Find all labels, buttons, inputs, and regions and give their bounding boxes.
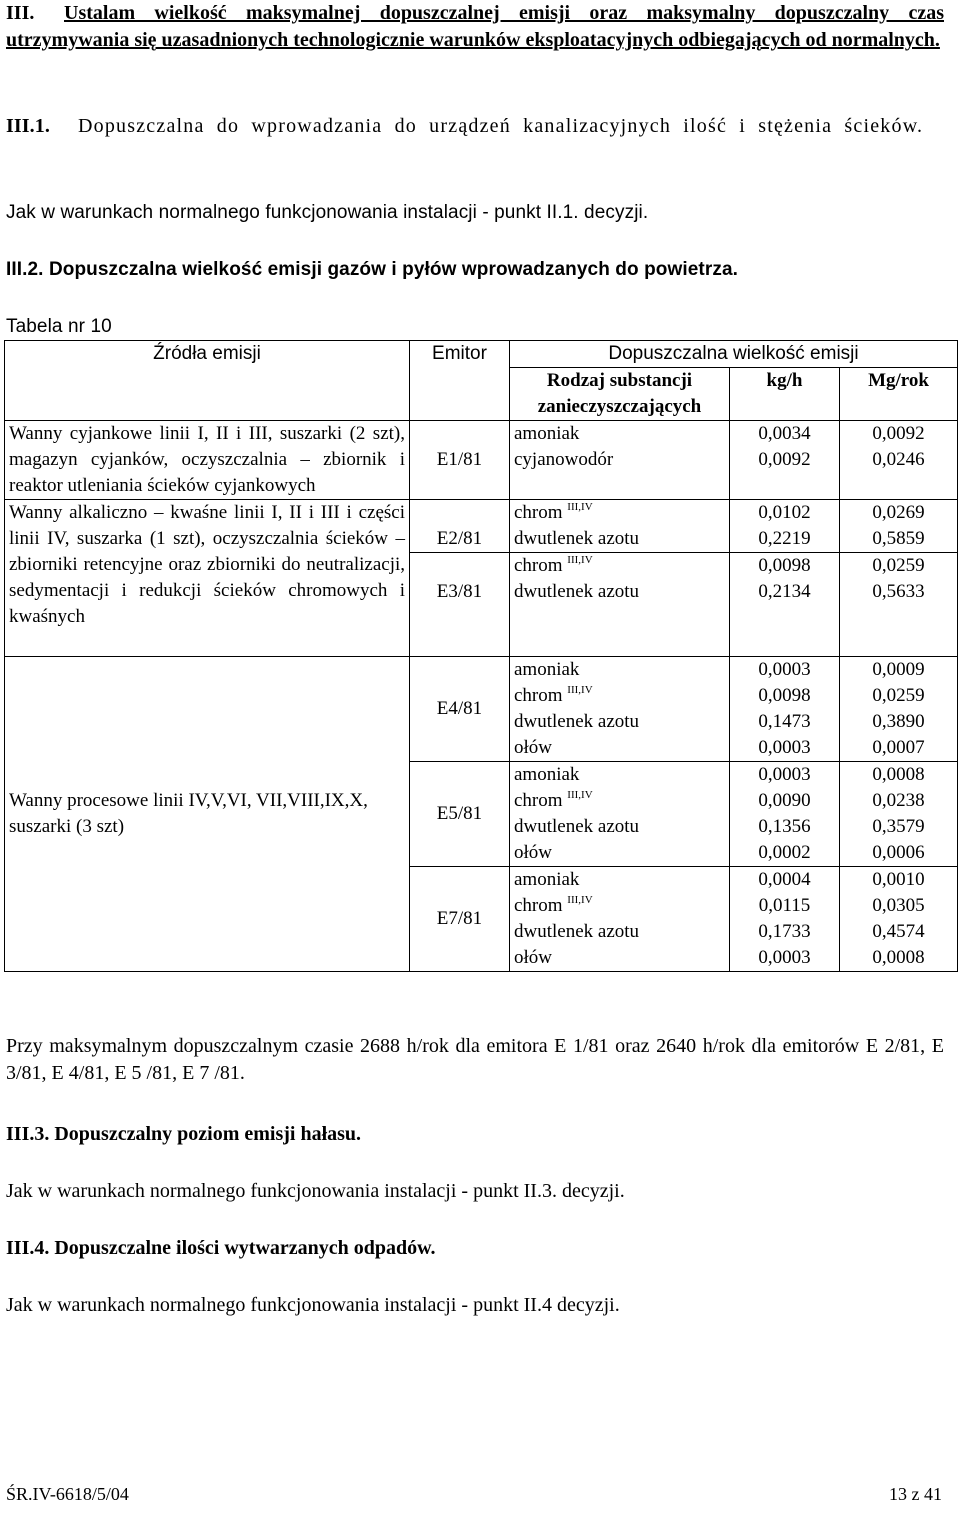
kgh-value: 0,1473: [758, 711, 811, 732]
header-emitter-cont: [410, 368, 510, 421]
substance-name: chrom: [514, 685, 563, 706]
substance-item: dwutlenek azotu: [514, 816, 640, 837]
table-row: [5, 421, 958, 500]
emitter-cell: [410, 421, 510, 500]
emitter-label: E3/81: [436, 581, 483, 602]
section-3-4-heading: [6, 1235, 944, 1262]
emitter-label: E5/81: [436, 803, 483, 824]
source-cell: Wanny cyjankowe linii I, II i III, suszarki (2 szt), magazyn cyjanków, oczyszczalnia – zbiornik i reaktor utleniania ścieków cyjankowych: [5, 421, 410, 500]
mgrok-value: 0,0008: [872, 764, 925, 785]
superscript: III,IV: [567, 789, 593, 801]
mgrok-value: 0,0246: [872, 449, 925, 470]
section-3-2-number: III.2.: [6, 259, 44, 280]
section-3-4-number: III.4.: [6, 1237, 50, 1259]
section-3-3-heading: [6, 1121, 944, 1148]
emitter-label: E4/81: [436, 698, 483, 719]
kgh-cell: [730, 500, 840, 553]
emitter-cell: [410, 500, 510, 553]
header-kgh: kg/h: [730, 368, 840, 421]
kgh-cell: [730, 421, 840, 500]
substance-name: chrom: [514, 790, 563, 811]
kgh-cell: [730, 657, 840, 762]
mgrok-cell: [840, 762, 958, 867]
mgrok-cell: [840, 657, 958, 762]
header-mgrok: Mg/rok: [840, 368, 958, 421]
substance-item: ołów: [514, 842, 552, 863]
kgh-value: 0,0115: [758, 895, 811, 916]
kgh-value: 0,1356: [758, 816, 811, 837]
mgrok-cell: [840, 500, 958, 553]
substance-name: chrom: [514, 895, 563, 916]
substance-item: [514, 788, 725, 814]
table-row: [5, 657, 958, 762]
superscript: III,IV: [567, 554, 593, 566]
section-3-2-title: Dopuszczalna wielkość emisji gazów i pyłów wprowadzanych do powietrza.: [48, 259, 738, 280]
kgh-value: 0,1733: [758, 921, 811, 942]
substance-item: amoniak: [514, 869, 580, 890]
mgrok-value: 0,0010: [872, 869, 925, 890]
kgh-value: 0,0034: [758, 423, 811, 444]
substance-name: chrom: [514, 502, 563, 523]
mgrok-value: 0,0006: [872, 842, 925, 863]
substance-item: amoniak: [514, 423, 580, 444]
source-cell: [5, 657, 410, 972]
substance-cell: [510, 500, 730, 553]
section-3-3-title: Dopuszczalny poziom emisji hałasu.: [54, 1123, 362, 1145]
superscript: III,IV: [567, 684, 593, 696]
mgrok-value: 0,0305: [872, 895, 925, 916]
kgh-value: 0,0003: [758, 659, 811, 680]
header-substance: Rodzaj substancji zanieczyszczających: [510, 368, 730, 421]
kgh-value: 0,2219: [758, 528, 811, 549]
kgh-value: 0,0002: [758, 842, 811, 863]
substance-name: chrom: [514, 555, 563, 576]
substance-item: [514, 500, 725, 526]
substance-cell: [510, 762, 730, 867]
substance-cell: [510, 421, 730, 500]
substance-item: ołów: [514, 737, 552, 758]
mgrok-value: 0,0092: [872, 423, 925, 444]
substance-cell: [510, 657, 730, 762]
section-3-heading: [6, 0, 944, 54]
mgrok-cell: [840, 553, 958, 657]
superscript: III,IV: [567, 894, 593, 906]
kgh-cell: [730, 762, 840, 867]
header-emitter: Emitor: [410, 341, 510, 368]
footer-page-number: 13 z 41: [889, 1484, 942, 1504]
section-3-number: III.: [6, 2, 35, 24]
mgrok-value: 0,0008: [872, 947, 925, 968]
kgh-value: 0,0092: [758, 449, 811, 470]
table-subheader-row: [5, 368, 958, 421]
emission-table: [4, 340, 958, 972]
section-3-1-text: Jak w warunkach normalnego funkcjonowania instalacji - punkt II.1. decyzji.: [6, 202, 649, 223]
kgh-value: 0,0004: [758, 869, 811, 890]
mgrok-value: 0,0269: [872, 502, 925, 523]
substance-item: [514, 893, 725, 919]
section-3-title: Ustalam wielkość maksymalnej dopuszczalnej emisji oraz maksymalny dopuszczalny czas utrzymywania się uzasadnionych technologicznie warunków eksploatacyjnych odbiegających od normalnych.: [6, 2, 944, 51]
substance-item: dwutlenek azotu: [514, 711, 640, 732]
section-3-1-heading: [6, 113, 944, 140]
substance-item: dwutlenek azotu: [514, 528, 640, 549]
kgh-value: 0,0098: [758, 555, 811, 576]
substance-item: amoniak: [514, 764, 580, 785]
source-cell: Wanny alkaliczno – kwaśne linii I, II i III i części linii IV, suszarka (1 szt), oczyszczalnia ścieków – zbiorniki retencyjne oraz zbiorniki do neutralizacji, sedymentacji i redukcji ścieków chromowych i kwaśnych: [5, 500, 410, 657]
table-header-row: [5, 341, 958, 368]
source-text: Wanny procesowe linii IV,V,VI, VII,VIII,IX,X, suszarki (3 szt): [9, 790, 368, 837]
mgrok-value: 0,0259: [872, 685, 925, 706]
table-caption: Tabela nr 10: [6, 316, 112, 337]
substance-item: cyjanowodór: [514, 449, 614, 470]
mgrok-value: 0,0238: [872, 790, 925, 811]
substance-item: dwutlenek azotu: [514, 581, 640, 602]
section-3-1-title: Dopuszczalna do wprowadzania do urządzeń kanalizacyjnych ilość i stężenia ścieków.: [78, 115, 924, 137]
section-3-4-title: Dopuszczalne ilości wytwarzanych odpadów.: [54, 1237, 436, 1259]
substance-item: [514, 553, 725, 579]
emitter-cell: [410, 867, 510, 972]
kgh-cell: [730, 553, 840, 657]
substance-item: amoniak: [514, 659, 580, 680]
mgrok-value: 0,0259: [872, 555, 925, 576]
mgrok-value: 0,4574: [872, 921, 925, 942]
section-3-3-number: III.3.: [6, 1123, 50, 1145]
mgrok-value: 0,0009: [872, 659, 925, 680]
mgrok-cell: [840, 867, 958, 972]
kgh-value: 0,0102: [758, 502, 811, 523]
emitter-label: E7/81: [436, 908, 483, 929]
emitter-label: E2/81: [436, 528, 483, 549]
emitter-cell: [410, 553, 510, 657]
note-paragraph: Przy maksymalnym dopuszczalnym czasie 2688 h/rok dla emitora E 1/81 oraz 2640 h/rok dla emitorów E 2/81, E 3/81, E 4/81, E 5 /81, E 7 /81.: [6, 1035, 944, 1084]
emitter-label: E1/81: [436, 449, 483, 470]
section-3-2-heading: [6, 256, 944, 283]
mgrok-value: 0,0007: [872, 737, 925, 758]
mgrok-value: 0,5633: [872, 581, 925, 602]
kgh-value: 0,0003: [758, 764, 811, 785]
header-source-cont: [5, 368, 410, 421]
kgh-value: 0,0003: [758, 737, 811, 758]
section-3-1-number: III.1.: [6, 115, 50, 137]
substance-cell: [510, 553, 730, 657]
header-source: Źródła emisji: [5, 341, 410, 368]
mgrok-cell: [840, 421, 958, 500]
kgh-value: 0,0098: [758, 685, 811, 706]
footer-reference: ŚR.IV-6618/5/04: [6, 1484, 129, 1504]
mgrok-value: 0,3890: [872, 711, 925, 732]
substance-cell: [510, 867, 730, 972]
header-allowed: Dopuszczalna wielkość emisji: [510, 341, 958, 368]
substance-item: ołów: [514, 947, 552, 968]
substance-item: [514, 683, 725, 709]
kgh-cell: [730, 867, 840, 972]
kgh-value: 0,0090: [758, 790, 811, 811]
mgrok-value: 0,3579: [872, 816, 925, 837]
emitter-cell: [410, 762, 510, 867]
emitter-cell: [410, 657, 510, 762]
section-3-3-text: Jak w warunkach normalnego funkcjonowania instalacji - punkt II.3. decyzji.: [6, 1180, 625, 1202]
substance-item: dwutlenek azotu: [514, 921, 640, 942]
superscript: III,IV: [567, 501, 593, 513]
table-row: [5, 500, 958, 553]
kgh-value: 0,0003: [758, 947, 811, 968]
mgrok-value: 0,5859: [872, 528, 925, 549]
section-3-4-text: Jak w warunkach normalnego funkcjonowania instalacji - punkt II.4 decyzji.: [6, 1294, 620, 1316]
kgh-value: 0,2134: [758, 581, 811, 602]
